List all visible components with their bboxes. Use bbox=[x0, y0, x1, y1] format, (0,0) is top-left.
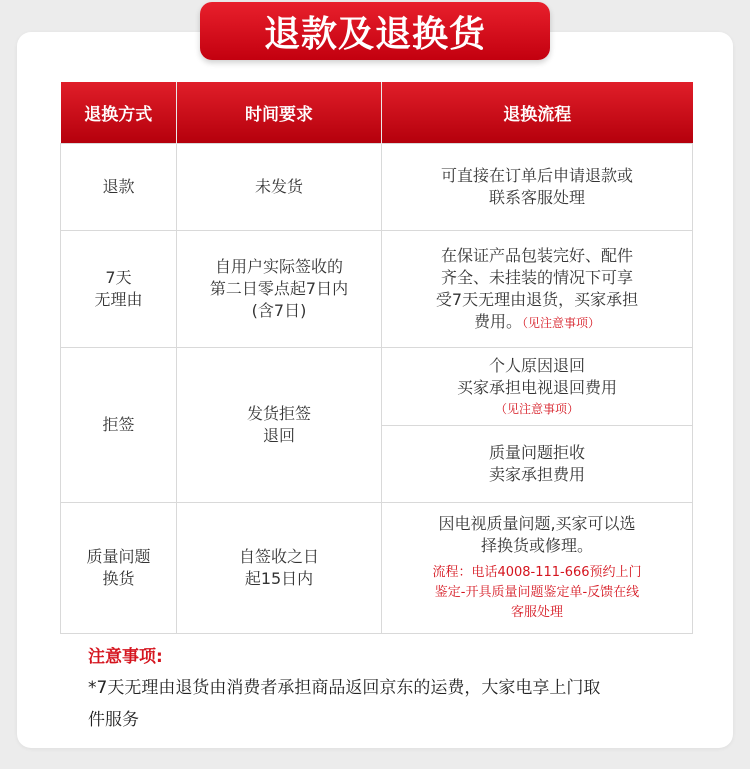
process-line: 个人原因退回 bbox=[488, 355, 585, 375]
return-policy-table bbox=[60, 82, 693, 634]
method-line: 换货 bbox=[102, 569, 135, 588]
header-process: 退换流程 bbox=[382, 82, 693, 144]
process-line bbox=[396, 311, 678, 333]
notice-title: 注意事项: bbox=[88, 647, 163, 667]
process-end-text: 费用。 bbox=[473, 312, 522, 331]
flow-line: 流程：电话4008-111-666预约上门 bbox=[432, 565, 642, 580]
cell-time bbox=[177, 231, 382, 348]
cell-method: 拒签 bbox=[61, 348, 177, 503]
cell-method: 退款 bbox=[61, 144, 177, 231]
method-line: 7天 bbox=[105, 268, 132, 287]
time-line: (含7日) bbox=[251, 301, 307, 320]
cell-method bbox=[61, 231, 177, 348]
table-row bbox=[61, 348, 693, 426]
process-line: 齐全、未挂装的情况下可享 bbox=[440, 268, 633, 287]
method-line: 无理由 bbox=[94, 290, 143, 309]
process-line: 质量问题拒收 bbox=[488, 443, 585, 462]
time-line: 第二日零点起7日内 bbox=[209, 279, 349, 298]
cell-time: 未发货 bbox=[177, 144, 382, 231]
process-line: 因电视质量问题,买家可以选 bbox=[438, 514, 636, 533]
table-header-row bbox=[61, 82, 693, 144]
header-method: 退换方式 bbox=[61, 82, 177, 144]
see-notice-note: （见注意事项） bbox=[494, 401, 579, 416]
process-line: 联系客服处理 bbox=[488, 188, 585, 207]
process-line: 卖家承担费用 bbox=[488, 465, 585, 484]
cell-time bbox=[177, 503, 382, 634]
time-line: 自用户实际签收的 bbox=[214, 257, 343, 276]
flow-line: 鉴定-开具质量问题鉴定单-反馈在线 bbox=[434, 585, 640, 600]
method-line: 质量问题 bbox=[86, 547, 151, 566]
cell-process bbox=[382, 231, 693, 348]
table-row bbox=[61, 144, 693, 231]
cell-process bbox=[382, 144, 693, 231]
see-notice-note: （见注意事项） bbox=[522, 316, 601, 330]
cell-process bbox=[382, 348, 693, 426]
table-row bbox=[61, 503, 693, 634]
cell-process bbox=[382, 426, 693, 503]
header-time: 时间要求 bbox=[177, 82, 382, 144]
notice-body bbox=[88, 672, 708, 736]
time-line: 起15日内 bbox=[244, 569, 314, 588]
flow-line: 客服处理 bbox=[510, 605, 563, 620]
notice-section bbox=[88, 642, 708, 736]
cell-time bbox=[177, 348, 382, 503]
table-row bbox=[61, 231, 693, 348]
banner-title: 退款及退换货 bbox=[200, 2, 550, 60]
notice-line: 件服务 bbox=[88, 710, 139, 730]
process-line: 受7天无理由退货，买家承担 bbox=[435, 290, 639, 309]
process-line: 买家承担电视退回费用 bbox=[456, 377, 617, 397]
process-line: 择换货或修理。 bbox=[480, 536, 593, 555]
time-line: 自签收之日 bbox=[238, 547, 319, 566]
cell-process bbox=[382, 503, 693, 634]
notice-line: *7天无理由退货由消费者承担商品返回京东的运费，大家电享上门取 bbox=[88, 678, 601, 698]
process-line: 在保证产品包装完好、配件 bbox=[440, 246, 633, 265]
time-line: 发货拒签 bbox=[246, 404, 311, 423]
cell-method bbox=[61, 503, 177, 634]
process-line: 可直接在订单后申请退款或 bbox=[440, 166, 633, 185]
time-line: 退回 bbox=[262, 426, 295, 445]
